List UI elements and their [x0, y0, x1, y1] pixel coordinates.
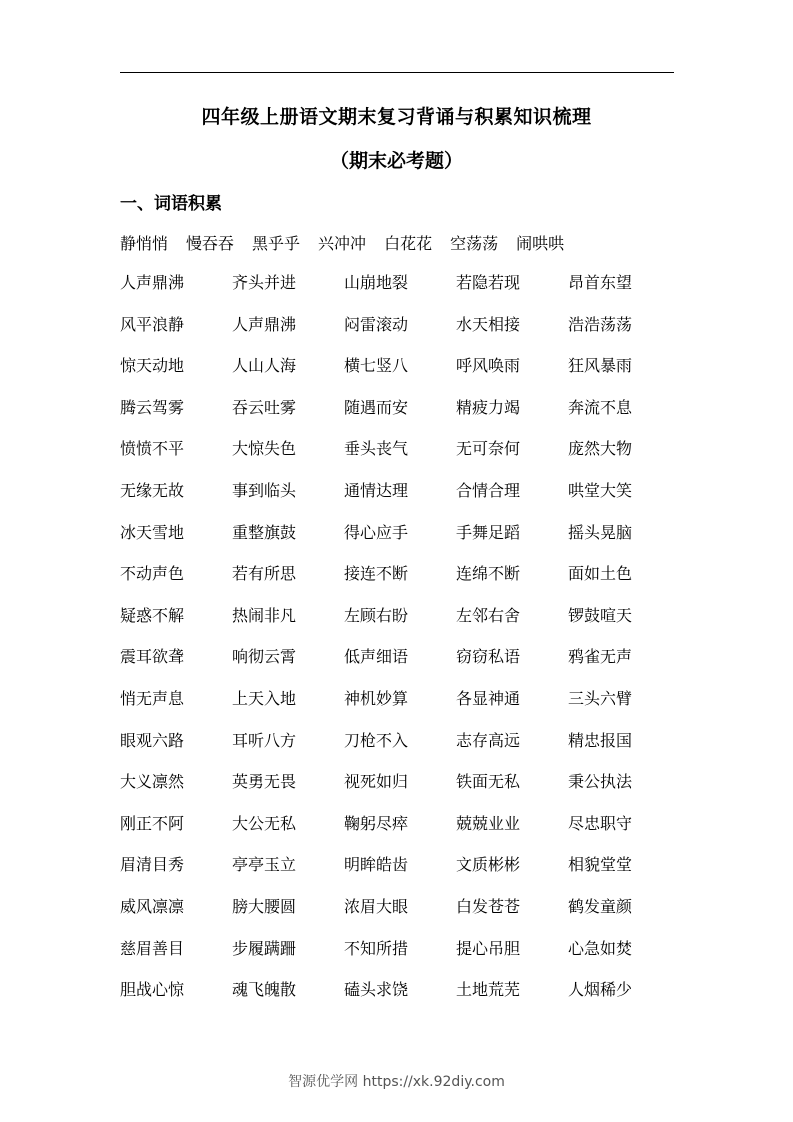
word-row [120, 647, 680, 689]
word-item: 腾云驾雾 [120, 397, 185, 417]
word-item: 不知所措 [344, 938, 409, 958]
word-item: 静悄悄 [120, 234, 169, 253]
word-row [120, 564, 680, 606]
word-item: 疑惑不解 [120, 605, 185, 625]
word-item: 土地荒芜 [456, 980, 521, 1000]
word-row [120, 356, 680, 398]
word-item: 兢兢业业 [456, 813, 521, 833]
word-item: 空荡荡 [450, 234, 499, 253]
word-row [120, 315, 680, 357]
word-item: 大惊失色 [232, 439, 297, 459]
word-item: 磕头求饶 [344, 980, 409, 1000]
word-item: 刚正不阿 [120, 813, 185, 833]
word-item: 齐头并进 [232, 273, 297, 292]
word-row [120, 980, 680, 1022]
word-item: 得心应手 [344, 522, 409, 542]
word-item: 人声鼎沸 [120, 273, 185, 292]
word-item: 鞠躬尽瘁 [344, 813, 409, 833]
word-row [120, 731, 680, 773]
word-row [120, 855, 680, 897]
word-item: 步履蹒跚 [232, 938, 297, 958]
idiom-grid [120, 273, 680, 1022]
word-item: 窃窃私语 [456, 647, 521, 667]
word-item: 铁面无私 [456, 772, 521, 792]
word-item: 闹哄哄 [516, 234, 565, 253]
word-item: 刀枪不入 [344, 730, 409, 750]
word-row [120, 273, 680, 315]
word-item: 人声鼎沸 [232, 314, 297, 334]
word-item: 白发苍苍 [456, 896, 521, 916]
word-item: 愤愤不平 [120, 439, 185, 459]
word-row [120, 689, 680, 731]
footer-watermark: 智源优学网 https://xk.92diy.com [288, 1074, 505, 1090]
word-item: 呼风唤雨 [456, 356, 521, 376]
word-item: 山崩地裂 [344, 273, 409, 292]
word-item: 鹤发童颜 [568, 896, 633, 916]
section-heading: 一、词语积累 [120, 194, 222, 214]
word-item: 胆战心惊 [120, 980, 185, 1000]
word-item: 神机妙算 [344, 688, 409, 708]
word-row [120, 897, 680, 939]
word-item: 精忠报国 [568, 730, 633, 750]
word-row [120, 939, 680, 981]
word-row [120, 814, 680, 856]
word-item: 兴冲冲 [318, 234, 367, 253]
word-item: 秉公执法 [568, 772, 633, 792]
word-item: 事到临头 [232, 480, 297, 500]
word-item: 心急如焚 [568, 938, 633, 958]
word-item: 左顾右盼 [344, 605, 409, 625]
word-item: 大义凛然 [120, 772, 185, 792]
word-item: 响彻云霄 [232, 647, 297, 667]
word-item: 人山人海 [232, 356, 297, 376]
word-item: 连绵不断 [456, 564, 521, 584]
word-item: 提心吊胆 [456, 938, 521, 958]
word-item: 黑乎乎 [252, 234, 301, 253]
document-subtitle: （期末必考题） [329, 150, 463, 172]
word-item: 无缘无故 [120, 480, 185, 500]
word-row [120, 523, 680, 565]
word-item: 吞云吐雾 [232, 397, 297, 417]
word-item: 威风凛凛 [120, 896, 185, 916]
word-item: 风平浪静 [120, 314, 185, 334]
word-item: 白花花 [384, 234, 433, 253]
word-item: 志存高远 [456, 730, 521, 750]
word-item: 闷雷滚动 [344, 314, 409, 334]
document-title: 四年级上册语文期末复习背诵与积累知识梳理 [201, 106, 592, 128]
word-item: 英勇无畏 [232, 772, 297, 792]
word-item: 慈眉善目 [120, 938, 185, 958]
word-item: 膀大腰圆 [232, 896, 297, 916]
word-item: 人烟稀少 [568, 980, 633, 1000]
word-item: 摇头晃脑 [568, 522, 633, 542]
word-row [120, 606, 680, 648]
word-item: 悄无声息 [120, 688, 185, 708]
word-item: 明眸皓齿 [344, 855, 409, 875]
header-rule [120, 72, 674, 73]
word-item: 文质彬彬 [456, 855, 521, 875]
word-item: 各显神通 [456, 688, 521, 708]
word-item: 接连不断 [344, 564, 409, 584]
word-item: 昂首东望 [568, 273, 633, 292]
word-item: 奔流不息 [568, 397, 633, 417]
word-row [120, 772, 680, 814]
word-item: 魂飞魄散 [232, 980, 297, 1000]
word-row [120, 481, 680, 523]
word-item: 震耳欲聋 [120, 647, 185, 667]
word-row-reduplicated [120, 231, 582, 254]
word-item: 合情合理 [456, 480, 521, 500]
word-item: 横七竖八 [344, 356, 409, 376]
word-item: 庞然大物 [568, 439, 633, 459]
word-item: 浓眉大眼 [344, 896, 409, 916]
word-item: 重整旗鼓 [232, 522, 297, 542]
word-item: 面如土色 [568, 564, 633, 584]
word-row [120, 398, 680, 440]
word-item: 垂头丧气 [344, 439, 409, 459]
word-item: 惊天动地 [120, 356, 185, 376]
word-item: 耳听八方 [232, 730, 297, 750]
word-item: 随遇而安 [344, 397, 409, 417]
word-item: 低声细语 [344, 647, 409, 667]
word-item: 不动声色 [120, 564, 185, 584]
word-item: 哄堂大笑 [568, 480, 633, 500]
word-item: 热闹非凡 [232, 605, 297, 625]
word-item: 狂风暴雨 [568, 356, 633, 376]
word-item: 手舞足蹈 [456, 522, 521, 542]
word-row [120, 439, 680, 481]
word-item: 浩浩荡荡 [568, 314, 633, 334]
word-item: 冰天雪地 [120, 522, 185, 542]
word-item: 慢吞吞 [186, 234, 235, 253]
word-item: 三头六臂 [568, 688, 633, 708]
word-item: 相貌堂堂 [568, 855, 633, 875]
word-item: 眉清目秀 [120, 855, 185, 875]
word-item: 水天相接 [456, 314, 521, 334]
word-item: 视死如归 [344, 772, 409, 792]
word-item: 亭亭玉立 [232, 855, 297, 875]
word-item: 左邻右舍 [456, 605, 521, 625]
word-item: 锣鼓喧天 [568, 605, 633, 625]
word-item: 若有所思 [232, 564, 297, 584]
word-item: 鸦雀无声 [568, 647, 633, 667]
word-item: 若隐若现 [456, 273, 521, 292]
word-item: 通情达理 [344, 480, 409, 500]
word-item: 尽忠职守 [568, 813, 633, 833]
word-item: 眼观六路 [120, 730, 185, 750]
word-item: 精疲力竭 [456, 397, 521, 417]
word-item: 上天入地 [232, 688, 297, 708]
word-item: 大公无私 [232, 813, 297, 833]
word-item: 无可奈何 [456, 439, 521, 459]
